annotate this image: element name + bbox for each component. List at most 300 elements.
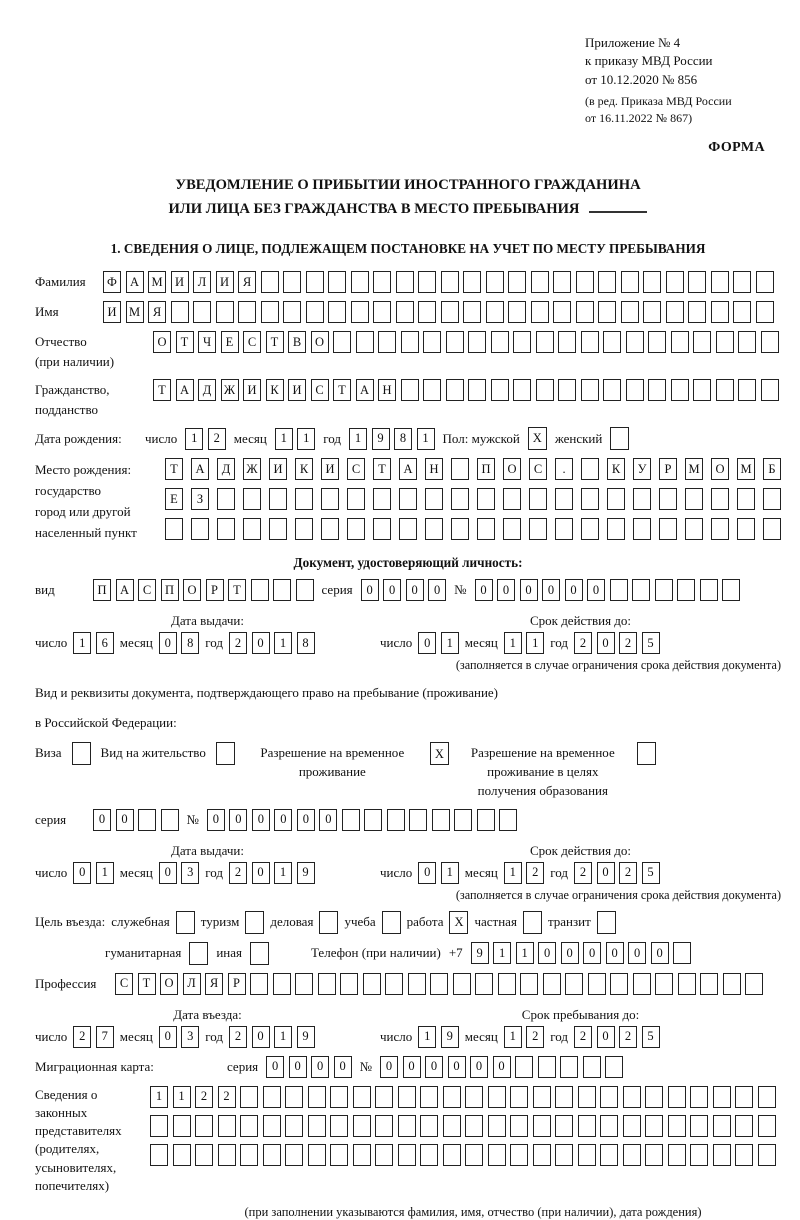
char-cell[interactable]	[399, 518, 417, 540]
char-cell[interactable]: 0	[93, 809, 111, 831]
char-cell[interactable]	[688, 301, 706, 323]
char-cell[interactable]: 8	[181, 632, 199, 654]
char-cell[interactable]	[688, 271, 706, 293]
purpose-business-checkbox[interactable]	[319, 911, 338, 934]
purpose-other-checkbox[interactable]	[250, 942, 269, 965]
char-cell[interactable]	[321, 488, 339, 510]
char-cell[interactable]	[330, 1115, 348, 1137]
char-cell[interactable]	[261, 271, 279, 293]
char-cell[interactable]	[285, 1086, 303, 1108]
char-cell[interactable]	[677, 579, 695, 601]
char-cell[interactable]	[685, 518, 703, 540]
char-cell[interactable]	[668, 1115, 686, 1137]
char-cell[interactable]: П	[477, 458, 495, 480]
char-cell[interactable]	[711, 271, 729, 293]
char-cell[interactable]	[666, 301, 684, 323]
char-cell[interactable]	[263, 1115, 281, 1137]
char-cell[interactable]: 0	[159, 1026, 177, 1048]
char-cell[interactable]	[716, 331, 734, 353]
char-cell[interactable]: Д	[198, 379, 216, 401]
char-cell[interactable]	[645, 1086, 663, 1108]
char-cell[interactable]: 2	[619, 632, 637, 654]
char-cell[interactable]: 2	[526, 862, 544, 884]
char-cell[interactable]	[173, 1115, 191, 1137]
char-cell[interactable]	[673, 942, 691, 964]
char-cell[interactable]: С	[311, 379, 329, 401]
char-cell[interactable]: М	[737, 458, 755, 480]
char-cell[interactable]: О	[311, 331, 329, 353]
char-cell[interactable]	[510, 1115, 528, 1137]
char-cell[interactable]	[503, 518, 521, 540]
char-cell[interactable]	[733, 271, 751, 293]
char-cell[interactable]	[308, 1086, 326, 1108]
char-cell[interactable]	[353, 1086, 371, 1108]
char-cell[interactable]: 0	[565, 579, 583, 601]
purpose-transit-checkbox[interactable]	[597, 911, 616, 934]
char-cell[interactable]	[477, 809, 495, 831]
char-cell[interactable]	[217, 488, 235, 510]
char-cell[interactable]	[491, 379, 509, 401]
char-cell[interactable]	[560, 1056, 578, 1078]
char-cell[interactable]	[477, 488, 495, 510]
char-cell[interactable]: 0	[428, 579, 446, 601]
char-cell[interactable]: О	[711, 458, 729, 480]
char-cell[interactable]	[648, 331, 666, 353]
char-cell[interactable]	[621, 271, 639, 293]
char-cell[interactable]	[373, 301, 391, 323]
char-cell[interactable]	[363, 973, 381, 995]
char-cell[interactable]	[498, 973, 516, 995]
visa-checkbox[interactable]	[72, 742, 91, 765]
char-cell[interactable]	[581, 458, 599, 480]
purpose-private-checkbox[interactable]	[523, 911, 542, 934]
char-cell[interactable]	[171, 301, 189, 323]
char-cell[interactable]	[598, 271, 616, 293]
char-cell[interactable]	[342, 809, 360, 831]
char-cell[interactable]: 2	[619, 1026, 637, 1048]
char-cell[interactable]	[340, 973, 358, 995]
char-cell[interactable]	[250, 973, 268, 995]
char-cell[interactable]: Л	[193, 271, 211, 293]
char-cell[interactable]: 0	[561, 942, 579, 964]
char-cell[interactable]: 9	[441, 1026, 459, 1048]
char-cell[interactable]	[375, 1086, 393, 1108]
char-cell[interactable]	[296, 579, 314, 601]
char-cell[interactable]	[716, 379, 734, 401]
char-cell[interactable]	[737, 488, 755, 510]
purpose-work-checkbox[interactable]: X	[449, 911, 468, 934]
char-cell[interactable]	[693, 331, 711, 353]
char-cell[interactable]: 3	[181, 862, 199, 884]
char-cell[interactable]	[373, 488, 391, 510]
char-cell[interactable]	[468, 379, 486, 401]
char-cell[interactable]: Я	[205, 973, 223, 995]
char-cell[interactable]: 5	[642, 1026, 660, 1048]
char-cell[interactable]	[328, 271, 346, 293]
char-cell[interactable]: 0	[289, 1056, 307, 1078]
char-cell[interactable]: Н	[378, 379, 396, 401]
char-cell[interactable]	[269, 518, 287, 540]
char-cell[interactable]	[446, 379, 464, 401]
char-cell[interactable]: И	[321, 458, 339, 480]
char-cell[interactable]: 0	[252, 862, 270, 884]
char-cell[interactable]: Т	[228, 579, 246, 601]
char-cell[interactable]	[477, 518, 495, 540]
char-cell[interactable]	[558, 331, 576, 353]
char-cell[interactable]: 1	[526, 632, 544, 654]
char-cell[interactable]: 0	[470, 1056, 488, 1078]
char-cell[interactable]: .	[555, 458, 573, 480]
char-cell[interactable]	[733, 301, 751, 323]
char-cell[interactable]: Т	[333, 379, 351, 401]
char-cell[interactable]	[387, 809, 405, 831]
char-cell[interactable]	[308, 1115, 326, 1137]
char-cell[interactable]: 1	[349, 428, 367, 450]
char-cell[interactable]	[399, 488, 417, 510]
char-cell[interactable]	[364, 809, 382, 831]
char-cell[interactable]: 1	[150, 1086, 168, 1108]
char-cell[interactable]	[685, 488, 703, 510]
char-cell[interactable]	[465, 1086, 483, 1108]
char-cell[interactable]	[761, 379, 779, 401]
char-cell[interactable]: 2	[619, 862, 637, 884]
char-cell[interactable]: 1	[504, 1026, 522, 1048]
char-cell[interactable]: 7	[96, 1026, 114, 1048]
char-cell[interactable]: К	[607, 458, 625, 480]
char-cell[interactable]: 1	[417, 428, 435, 450]
char-cell[interactable]	[385, 973, 403, 995]
char-cell[interactable]	[408, 973, 426, 995]
char-cell[interactable]	[761, 331, 779, 353]
char-cell[interactable]	[508, 301, 526, 323]
char-cell[interactable]	[735, 1086, 753, 1108]
char-cell[interactable]	[723, 973, 741, 995]
char-cell[interactable]: О	[183, 579, 201, 601]
char-cell[interactable]	[351, 301, 369, 323]
char-cell[interactable]	[451, 518, 469, 540]
char-cell[interactable]: С	[529, 458, 547, 480]
char-cell[interactable]	[463, 271, 481, 293]
char-cell[interactable]: 2	[229, 632, 247, 654]
char-cell[interactable]: Б	[763, 458, 781, 480]
residence-permit-checkbox[interactable]	[216, 742, 235, 765]
char-cell[interactable]: 0	[597, 862, 615, 884]
char-cell[interactable]: 0	[542, 579, 560, 601]
char-cell[interactable]: 8	[394, 428, 412, 450]
char-cell[interactable]: 0	[252, 809, 270, 831]
char-cell[interactable]	[655, 973, 673, 995]
char-cell[interactable]	[240, 1086, 258, 1108]
purpose-tourism-checkbox[interactable]	[245, 911, 264, 934]
char-cell[interactable]	[453, 973, 471, 995]
char-cell[interactable]: А	[356, 379, 374, 401]
char-cell[interactable]	[306, 301, 324, 323]
char-cell[interactable]	[401, 379, 419, 401]
char-cell[interactable]: 2	[526, 1026, 544, 1048]
char-cell[interactable]	[217, 518, 235, 540]
char-cell[interactable]	[588, 973, 606, 995]
char-cell[interactable]	[655, 579, 673, 601]
char-cell[interactable]	[443, 1115, 461, 1137]
char-cell[interactable]	[600, 1115, 618, 1137]
char-cell[interactable]	[553, 271, 571, 293]
char-cell[interactable]	[576, 271, 594, 293]
char-cell[interactable]	[536, 331, 554, 353]
char-cell[interactable]: Т	[176, 331, 194, 353]
char-cell[interactable]	[711, 488, 729, 510]
char-cell[interactable]	[633, 518, 651, 540]
char-cell[interactable]	[632, 579, 650, 601]
char-cell[interactable]	[581, 379, 599, 401]
char-cell[interactable]	[468, 331, 486, 353]
char-cell[interactable]: Л	[183, 973, 201, 995]
char-cell[interactable]	[722, 579, 740, 601]
char-cell[interactable]: 0	[520, 579, 538, 601]
char-cell[interactable]	[510, 1086, 528, 1108]
char-cell[interactable]: 2	[229, 1026, 247, 1048]
char-cell[interactable]: 9	[297, 1026, 315, 1048]
char-cell[interactable]	[463, 301, 481, 323]
char-cell[interactable]	[373, 518, 391, 540]
char-cell[interactable]: 0	[493, 1056, 511, 1078]
char-cell[interactable]	[238, 301, 256, 323]
char-cell[interactable]	[451, 488, 469, 510]
char-cell[interactable]: 0	[628, 942, 646, 964]
char-cell[interactable]	[529, 488, 547, 510]
char-cell[interactable]: Е	[165, 488, 183, 510]
char-cell[interactable]: 0	[252, 1026, 270, 1048]
char-cell[interactable]	[378, 331, 396, 353]
char-cell[interactable]: 1	[493, 942, 511, 964]
char-cell[interactable]: Р	[659, 458, 677, 480]
char-cell[interactable]: 0	[311, 1056, 329, 1078]
char-cell[interactable]: О	[503, 458, 521, 480]
char-cell[interactable]	[626, 379, 644, 401]
char-cell[interactable]: С	[138, 579, 156, 601]
char-cell[interactable]: П	[93, 579, 111, 601]
char-cell[interactable]	[475, 973, 493, 995]
char-cell[interactable]	[454, 809, 472, 831]
char-cell[interactable]: 0	[403, 1056, 421, 1078]
char-cell[interactable]: 0	[418, 632, 436, 654]
char-cell[interactable]: 2	[195, 1086, 213, 1108]
char-cell[interactable]	[216, 301, 234, 323]
char-cell[interactable]	[555, 1115, 573, 1137]
char-cell[interactable]	[555, 1086, 573, 1108]
char-cell[interactable]: И	[171, 271, 189, 293]
char-cell[interactable]	[347, 518, 365, 540]
char-cell[interactable]: Н	[425, 458, 443, 480]
char-cell[interactable]	[251, 579, 269, 601]
char-cell[interactable]	[513, 331, 531, 353]
char-cell[interactable]: И	[103, 301, 121, 323]
char-cell[interactable]	[711, 518, 729, 540]
char-cell[interactable]: И	[216, 271, 234, 293]
char-cell[interactable]	[441, 301, 459, 323]
char-cell[interactable]: 2	[574, 862, 592, 884]
purpose-official-checkbox[interactable]	[176, 911, 195, 934]
char-cell[interactable]	[347, 488, 365, 510]
char-cell[interactable]: 0	[418, 862, 436, 884]
char-cell[interactable]: И	[288, 379, 306, 401]
char-cell[interactable]: 9	[372, 428, 390, 450]
char-cell[interactable]	[409, 809, 427, 831]
char-cell[interactable]: 0	[538, 942, 556, 964]
char-cell[interactable]: П	[161, 579, 179, 601]
char-cell[interactable]	[533, 1086, 551, 1108]
char-cell[interactable]	[356, 331, 374, 353]
char-cell[interactable]: М	[126, 301, 144, 323]
char-cell[interactable]: М	[685, 458, 703, 480]
char-cell[interactable]: 2	[574, 1026, 592, 1048]
char-cell[interactable]	[396, 301, 414, 323]
char-cell[interactable]	[700, 973, 718, 995]
char-cell[interactable]: 3	[181, 1026, 199, 1048]
char-cell[interactable]	[138, 809, 156, 831]
temp-residence-education-checkbox[interactable]	[637, 742, 656, 765]
char-cell[interactable]: 0	[297, 809, 315, 831]
char-cell[interactable]	[671, 331, 689, 353]
char-cell[interactable]: 5	[642, 862, 660, 884]
char-cell[interactable]: И	[269, 458, 287, 480]
char-cell[interactable]: 1	[418, 1026, 436, 1048]
char-cell[interactable]: Ф	[103, 271, 121, 293]
char-cell[interactable]: Я	[148, 301, 166, 323]
char-cell[interactable]	[295, 973, 313, 995]
char-cell[interactable]	[283, 271, 301, 293]
temp-residence-checkbox[interactable]: X	[430, 742, 449, 765]
char-cell[interactable]	[465, 1115, 483, 1137]
char-cell[interactable]: 1	[297, 428, 315, 450]
char-cell[interactable]	[737, 518, 755, 540]
char-cell[interactable]	[536, 379, 554, 401]
char-cell[interactable]: 2	[574, 632, 592, 654]
char-cell[interactable]	[607, 488, 625, 510]
char-cell[interactable]	[581, 518, 599, 540]
char-cell[interactable]	[581, 488, 599, 510]
char-cell[interactable]	[671, 379, 689, 401]
char-cell[interactable]	[321, 518, 339, 540]
char-cell[interactable]: 0	[361, 579, 379, 601]
char-cell[interactable]: Я	[238, 271, 256, 293]
char-cell[interactable]	[576, 301, 594, 323]
char-cell[interactable]	[353, 1115, 371, 1137]
char-cell[interactable]: 0	[380, 1056, 398, 1078]
char-cell[interactable]	[756, 301, 774, 323]
char-cell[interactable]	[499, 809, 517, 831]
char-cell[interactable]	[508, 271, 526, 293]
char-cell[interactable]: 6	[96, 632, 114, 654]
char-cell[interactable]: С	[243, 331, 261, 353]
char-cell[interactable]	[745, 973, 763, 995]
purpose-humanitarian-checkbox[interactable]	[189, 942, 208, 965]
char-cell[interactable]	[583, 1056, 601, 1078]
char-cell[interactable]	[240, 1115, 258, 1137]
char-cell[interactable]: О	[160, 973, 178, 995]
purpose-study-checkbox[interactable]	[382, 911, 401, 934]
char-cell[interactable]	[520, 973, 538, 995]
char-cell[interactable]: И	[243, 379, 261, 401]
char-cell[interactable]	[432, 809, 450, 831]
char-cell[interactable]	[488, 1115, 506, 1137]
char-cell[interactable]	[218, 1115, 236, 1137]
char-cell[interactable]	[328, 301, 346, 323]
char-cell[interactable]	[425, 518, 443, 540]
char-cell[interactable]: 0	[266, 1056, 284, 1078]
char-cell[interactable]	[666, 271, 684, 293]
char-cell[interactable]	[603, 331, 621, 353]
char-cell[interactable]	[623, 1086, 641, 1108]
char-cell[interactable]	[598, 301, 616, 323]
char-cell[interactable]	[273, 973, 291, 995]
char-cell[interactable]: Р	[228, 973, 246, 995]
char-cell[interactable]	[373, 271, 391, 293]
char-cell[interactable]	[306, 271, 324, 293]
char-cell[interactable]: С	[347, 458, 365, 480]
char-cell[interactable]	[425, 488, 443, 510]
char-cell[interactable]: А	[126, 271, 144, 293]
char-cell[interactable]	[648, 379, 666, 401]
char-cell[interactable]: 1	[274, 632, 292, 654]
char-cell[interactable]	[633, 973, 651, 995]
char-cell[interactable]: 0	[597, 632, 615, 654]
char-cell[interactable]: 0	[383, 579, 401, 601]
char-cell[interactable]	[261, 301, 279, 323]
char-cell[interactable]: 0	[406, 579, 424, 601]
char-cell[interactable]: 2	[229, 862, 247, 884]
char-cell[interactable]	[441, 271, 459, 293]
char-cell[interactable]: А	[176, 379, 194, 401]
char-cell[interactable]: Т	[266, 331, 284, 353]
char-cell[interactable]	[600, 1086, 618, 1108]
char-cell[interactable]: В	[288, 331, 306, 353]
char-cell[interactable]: 5	[642, 632, 660, 654]
char-cell[interactable]: 1	[73, 632, 91, 654]
char-cell[interactable]: 2	[208, 428, 226, 450]
char-cell[interactable]	[351, 271, 369, 293]
char-cell[interactable]: Д	[217, 458, 235, 480]
char-cell[interactable]	[643, 271, 661, 293]
char-cell[interactable]	[486, 301, 504, 323]
char-cell[interactable]	[603, 379, 621, 401]
char-cell[interactable]	[558, 379, 576, 401]
char-cell[interactable]	[659, 488, 677, 510]
char-cell[interactable]: 9	[471, 942, 489, 964]
char-cell[interactable]	[565, 973, 583, 995]
char-cell[interactable]	[396, 271, 414, 293]
char-cell[interactable]	[610, 579, 628, 601]
char-cell[interactable]: А	[116, 579, 134, 601]
char-cell[interactable]: 1	[504, 862, 522, 884]
char-cell[interactable]	[610, 973, 628, 995]
char-cell[interactable]	[626, 331, 644, 353]
char-cell[interactable]: У	[633, 458, 651, 480]
char-cell[interactable]	[503, 488, 521, 510]
char-cell[interactable]	[486, 271, 504, 293]
char-cell[interactable]	[515, 1056, 533, 1078]
char-cell[interactable]	[543, 973, 561, 995]
char-cell[interactable]	[418, 301, 436, 323]
char-cell[interactable]	[401, 331, 419, 353]
char-cell[interactable]	[420, 1115, 438, 1137]
char-cell[interactable]	[711, 301, 729, 323]
char-cell[interactable]	[491, 331, 509, 353]
char-cell[interactable]	[700, 579, 718, 601]
char-cell[interactable]	[738, 379, 756, 401]
char-cell[interactable]: 1	[441, 862, 459, 884]
char-cell[interactable]	[443, 1086, 461, 1108]
char-cell[interactable]: 0	[207, 809, 225, 831]
